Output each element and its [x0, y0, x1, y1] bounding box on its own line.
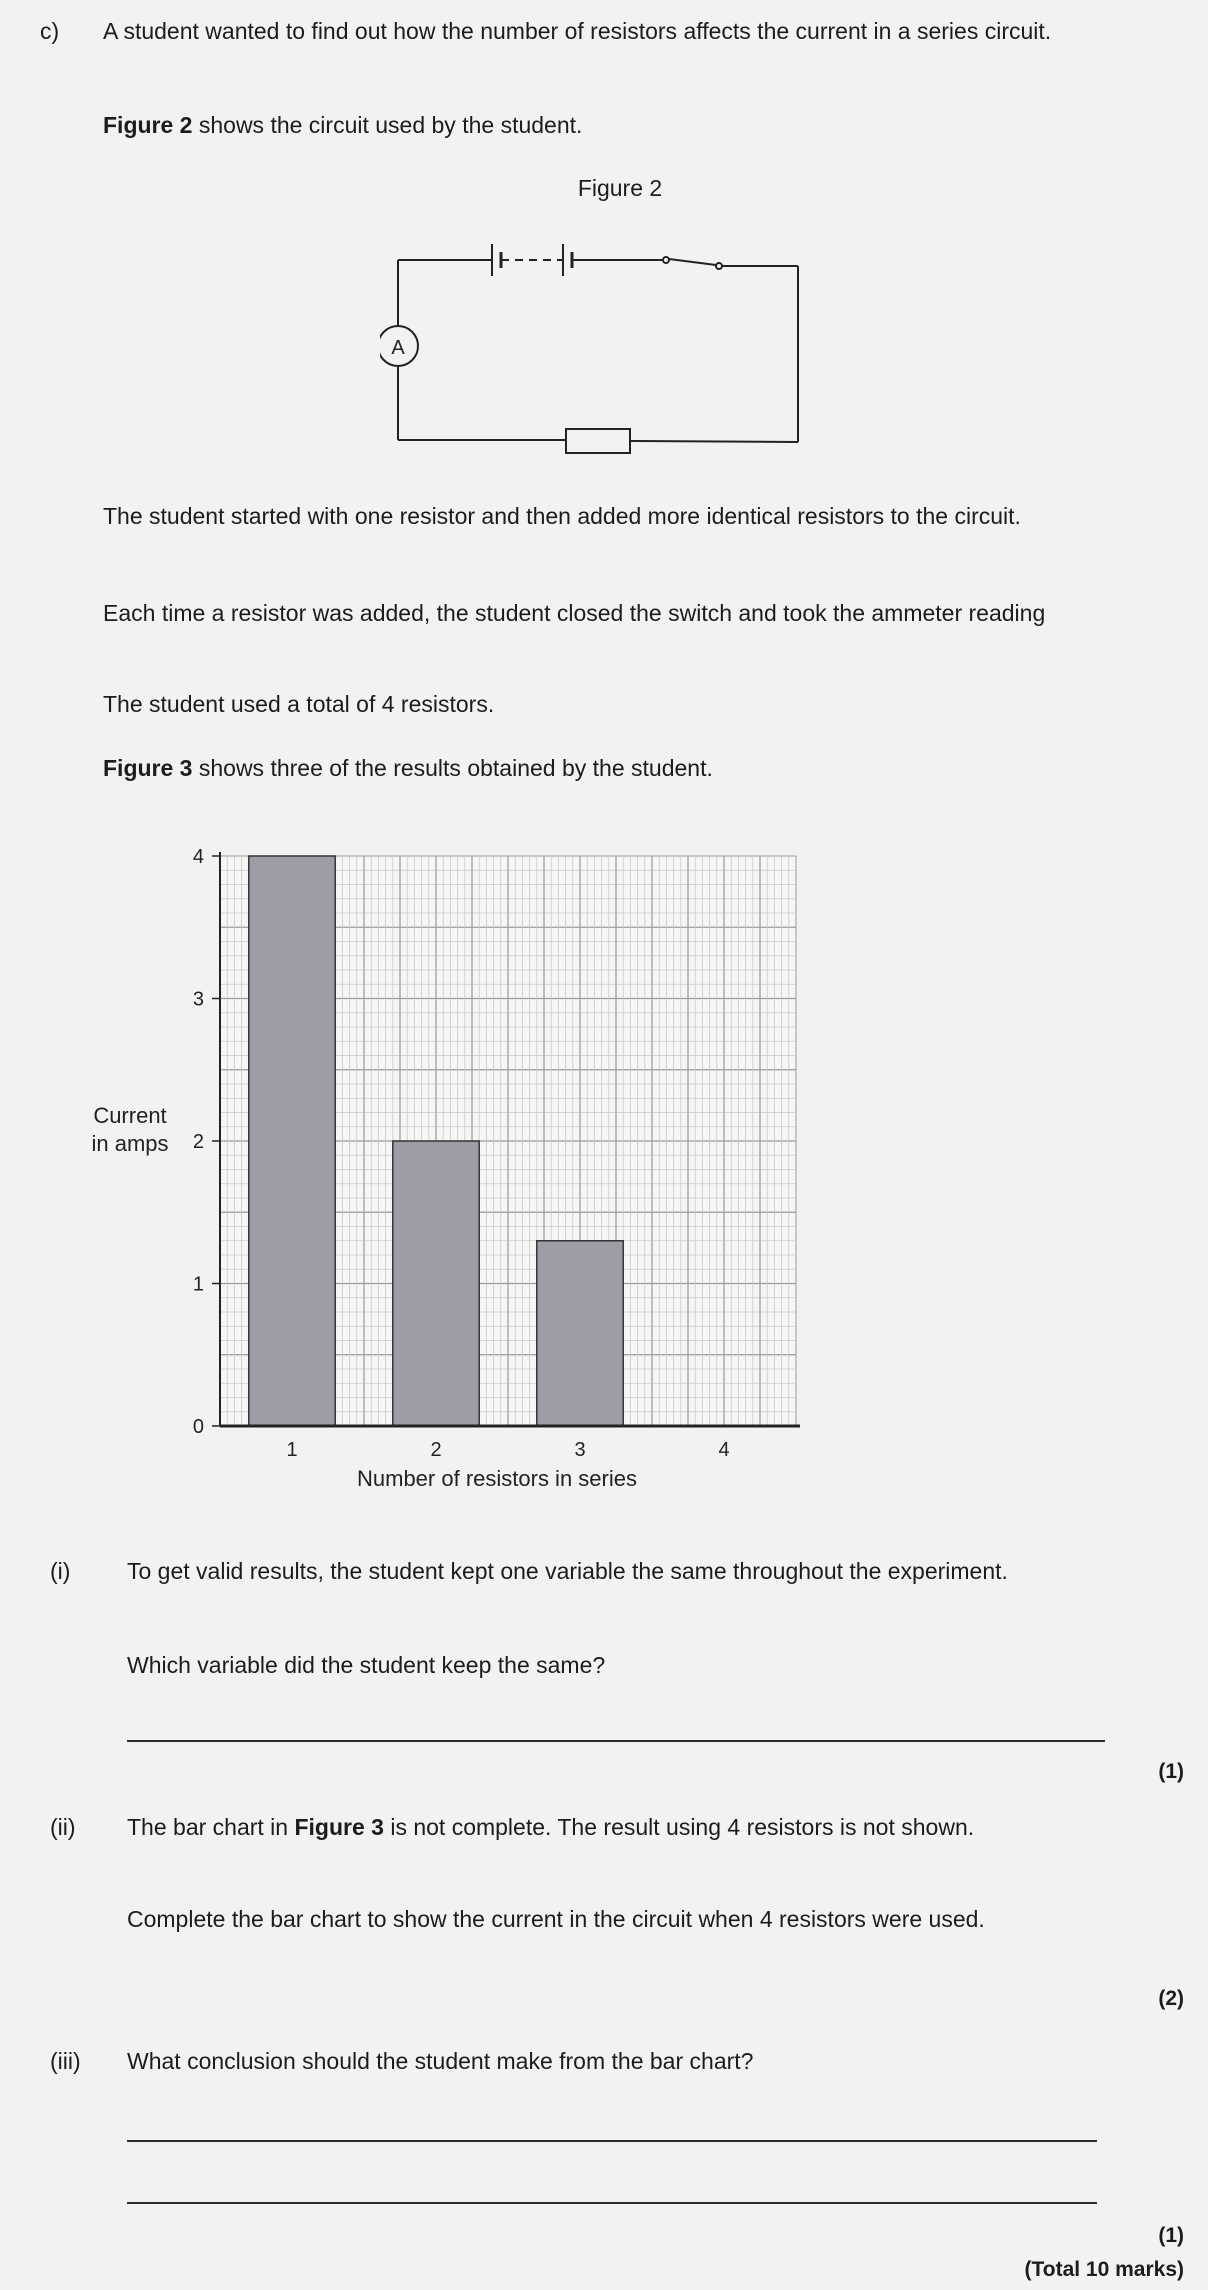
question-intro: A student wanted to find out how the number of resistors affects the current in a series circuit. — [103, 18, 1052, 44]
y-tick-label: 3 — [192, 988, 204, 1011]
x-axis-label: Number of resistors in series — [357, 1466, 637, 1491]
figure3-ref-bold: Figure 3 — [103, 755, 193, 781]
part-iii-label: (iii) — [50, 2048, 81, 2074]
y-tick-label: 1 — [192, 1273, 204, 1296]
bar-chart — [60, 830, 820, 1510]
figure2-ref-bold: Figure 2 — [103, 112, 193, 138]
part-iii-answer-line-2[interactable] — [127, 2202, 1097, 2204]
bar-3-resistor — [537, 1241, 623, 1426]
x-tick-label: 1 — [286, 1439, 298, 1461]
y-tick-label: 4 — [192, 846, 204, 868]
resistor-symbol — [566, 429, 630, 453]
circuit-diagram — [380, 230, 820, 460]
y-tick-label: 0 — [192, 1416, 204, 1438]
part-ii-instruction: Complete the bar chart to show the current in the circuit when 4 resistors were used. — [127, 1906, 985, 1932]
switch-lever — [669, 259, 716, 265]
circuit-wire-bottom-right — [630, 441, 798, 442]
x-tick-label: 4 — [718, 1439, 730, 1461]
switch-contact-right — [716, 263, 722, 269]
paragraph-start-resistor: The student started with one resistor and then added more identical resistors to the circuit. — [103, 503, 1021, 529]
ammeter-label: A — [391, 337, 405, 359]
figure2-title: Figure 2 — [577, 175, 663, 201]
figure3-ref-text: shows three of the results obtained by the student. — [192, 755, 713, 781]
question-label: c) — [40, 18, 60, 44]
y-axis-label-line2: in amps — [91, 1131, 169, 1156]
part-ii-label: (ii) — [50, 1814, 76, 1840]
switch-contact-left — [663, 257, 669, 263]
figure2-reference — [103, 110, 1143, 141]
part-i-marks: (1) — [1158, 1760, 1184, 1783]
part-ii-text-pre: The bar chart in — [127, 1814, 295, 1840]
part-iii-question: What conclusion should the student make from the bar chart? — [127, 2048, 754, 2074]
bar-1-resistor — [249, 856, 335, 1426]
part-i-answer-line[interactable] — [127, 1740, 1105, 1742]
total-marks: (Total 10 marks) — [1024, 2258, 1184, 2281]
paragraph-ammeter-reading: Each time a resistor was added, the student closed the switch and took the ammeter reading — [103, 600, 1046, 626]
part-ii-text-post: is not complete. The result using 4 resistors is not shown. — [383, 1814, 975, 1840]
paragraph-total-resistors: The student used a total of 4 resistors. — [103, 691, 495, 717]
part-ii-marks: (2) — [1158, 1987, 1184, 2010]
bar-2-resistor — [393, 1141, 479, 1426]
part-iii-answer-line-1[interactable] — [127, 2140, 1097, 2142]
y-axis-label-line1: Current — [93, 1103, 167, 1128]
part-ii-text — [127, 1812, 1127, 1843]
figure3-reference — [103, 753, 1143, 784]
x-tick-label: 2 — [430, 1439, 442, 1461]
figure2-ref-text: shows the circuit used by the student. — [192, 112, 583, 138]
part-i-text: To get valid results, the student kept one variable the same throughout the experiment. — [127, 1558, 1008, 1584]
part-iii-marks: (1) — [1158, 2224, 1184, 2247]
part-i-label: (i) — [50, 1558, 71, 1584]
part-i-question: Which variable did the student keep the same? — [127, 1652, 606, 1678]
part-ii-figure-ref: Figure 3 — [294, 1814, 384, 1840]
x-tick-label: 3 — [574, 1439, 586, 1461]
y-tick-label: 2 — [192, 1131, 204, 1153]
